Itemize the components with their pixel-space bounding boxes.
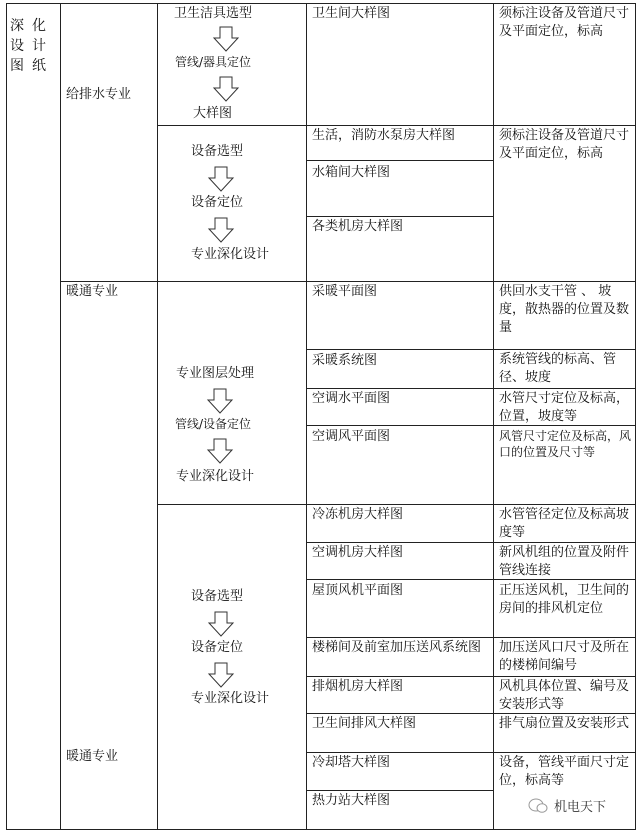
requirement: 风机具体位置、编号及安装形式等 xyxy=(499,679,630,712)
requirement: 水管管径定位及标高坡度等 xyxy=(499,507,630,540)
drawing-name: 各类机房大样图 xyxy=(312,219,404,234)
down-arrow-icon xyxy=(207,166,235,192)
drawing-name: 空调水平面图 xyxy=(312,391,391,406)
hline-r-676 xyxy=(306,676,636,677)
flow-drain1-step3: 大样图 xyxy=(193,106,233,121)
flow-hvac1-step3: 专业深化设计 xyxy=(176,469,255,484)
hline-r-349 xyxy=(306,349,636,350)
flow-hvac1-step2: 管线/设备定位 xyxy=(175,417,252,431)
requirement: 水管尺寸定位及标高，位置，坡度等 xyxy=(499,391,630,424)
requirement: 风管尺寸定位及标高，风口的位置及尺寸等 xyxy=(499,429,632,459)
hline-r-752 xyxy=(306,752,636,753)
discipline-drainage: 给排水专业 xyxy=(66,87,132,102)
requirement: 加压送风口尺寸及所在的楼梯间编号 xyxy=(499,640,630,673)
hline-r-388 xyxy=(306,388,636,389)
requirement: 设备，管线平面尺寸定位，标高等 xyxy=(499,755,630,788)
requirement: 排气扇位置及安装形式 xyxy=(499,716,630,731)
wechat-icon xyxy=(528,798,548,814)
drawing-name: 热力站大样图 xyxy=(312,793,391,808)
flow-drain1-step2: 管线/器具定位 xyxy=(175,55,252,69)
discipline-hvac-2: 暖通专业 xyxy=(66,749,119,764)
hline-d-790 xyxy=(306,790,493,791)
drawing-name: 水箱间大样图 xyxy=(312,165,391,180)
drawing-name: 楼梯间及前室加压送风系统图 xyxy=(312,640,482,655)
hline-hvac-start xyxy=(60,281,636,282)
watermark-text: 机电天下 xyxy=(554,800,607,815)
hline-r-637 xyxy=(306,637,636,638)
border-top xyxy=(6,3,636,4)
flow-drain2-step2: 设备定位 xyxy=(191,195,244,210)
hline-hvac-split xyxy=(157,504,636,505)
drawing-name: 空调风平面图 xyxy=(312,429,391,444)
drawing-name: 采暖平面图 xyxy=(312,284,378,299)
drawing-name: 空调机房大样图 xyxy=(312,545,404,560)
border-right xyxy=(635,3,636,830)
drawing-name: 冷冻机房大样图 xyxy=(312,507,404,522)
requirement: 供回水支干管 、 坡度，散热器的位置及数量 xyxy=(499,284,630,335)
drawing-name: 采暖系统图 xyxy=(312,353,378,368)
flow-hvac2-step2: 设备定位 xyxy=(191,640,244,655)
hline-r-542 xyxy=(306,542,636,543)
flow-hvac2-step1: 设备选型 xyxy=(191,589,244,604)
drawing-name: 卫生间排风大样图 xyxy=(312,716,417,731)
hline-d-160 xyxy=(306,160,493,161)
flow-drain2-step1: 设备选型 xyxy=(191,144,244,159)
drawing-name: 排烟机房大样图 xyxy=(312,679,404,694)
down-arrow-icon xyxy=(206,388,234,414)
col-divider-2 xyxy=(157,3,158,830)
requirement: 新风机组的位置及附件管线连接 xyxy=(499,545,630,578)
drawing-name: 卫生间大样图 xyxy=(312,6,391,21)
hline-d-216 xyxy=(306,216,493,217)
flow-drain2-step3: 专业深化设计 xyxy=(191,247,270,262)
watermark xyxy=(528,796,606,815)
requirement: 须标注设备及管道尺寸及平面定位，标高 xyxy=(499,128,630,161)
border-bottom xyxy=(6,829,636,830)
discipline-hvac-1: 暖通专业 xyxy=(66,284,119,299)
flow-hvac1-step1: 专业图层处理 xyxy=(176,366,255,381)
col-divider-4 xyxy=(493,3,494,830)
left-label: 深化设计图纸 xyxy=(10,18,54,74)
col-divider-3 xyxy=(306,3,307,830)
down-arrow-icon xyxy=(212,76,240,102)
flow-hvac2-step3: 专业深化设计 xyxy=(191,691,270,706)
down-arrow-icon xyxy=(206,438,234,464)
down-arrow-icon xyxy=(207,217,235,243)
hline-drain-split xyxy=(157,125,636,126)
col-divider-1 xyxy=(60,3,61,830)
drawing-name: 生活，消防水泵房大样图 xyxy=(312,128,456,143)
drawing-name: 屋顶风机平面图 xyxy=(312,583,404,598)
flow-drain1-step1: 卫生洁具选型 xyxy=(174,6,253,21)
drawing-name: 冷却塔大样图 xyxy=(312,755,391,770)
down-arrow-icon xyxy=(207,611,235,637)
requirement: 正压送风机，卫生间的房间的排风机定位 xyxy=(499,583,630,616)
down-arrow-icon xyxy=(212,26,240,52)
requirement: 须标注设备及管道尺寸及平面定位，标高 xyxy=(499,6,630,39)
border-left xyxy=(6,3,7,830)
down-arrow-icon xyxy=(207,662,235,688)
requirement: 系统管线的标高、管径、坡度 xyxy=(499,352,617,385)
